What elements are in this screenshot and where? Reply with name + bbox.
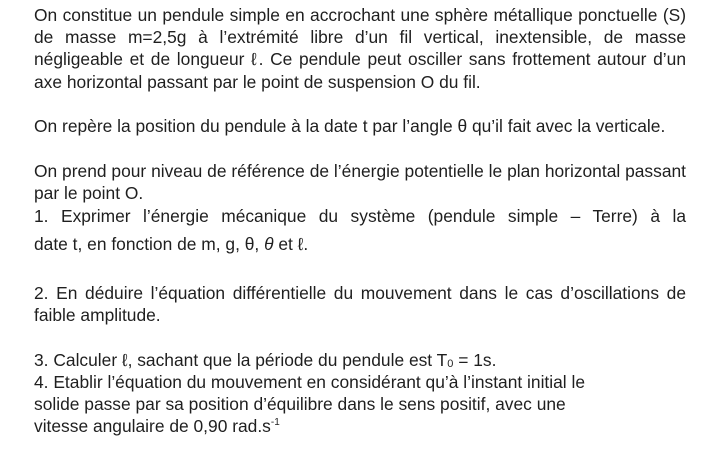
question-1-text: date t, en fonction de m, g, θ,: [34, 234, 265, 254]
paragraph-angle: On repère la position du pendule à la date t par l’angle θ qu’il fait avec la verticale.: [34, 116, 666, 136]
unit-exponent: -1: [270, 417, 280, 428]
question-1-end: et ℓ.: [273, 234, 309, 254]
question-4-line-2: solide passe par sa position d’équilibre dans le sens positif, avec une: [34, 394, 566, 414]
question-2: 2. En déduire l’équation différentielle du mouvement dans le cas d’oscillations de faible amplitude.: [34, 283, 686, 326]
question-4-line-3: [34, 415, 280, 437]
question-1-line-1: 1. Exprimer l’énergie mécanique du système (pendule simple – Terre) à la: [34, 206, 686, 226]
question-1-line-2: [34, 233, 308, 255]
paragraph-intro: On constitue un pendule simple en accrochant une sphère métallique ponctuelle (S) de masse m=2,5g à l’extrémité libre d’un fil vertical, inextensible, de masse négligeable et de longueur ℓ. Ce pendule peut osciller sans frottement autour d’un axe horizontal passant par le point de suspension O du fil.: [34, 5, 686, 92]
paragraph-reference: On prend pour niveau de référence de l’énergie potentielle le plan horizontal passant par le point O.: [34, 161, 686, 204]
question-3-text: 3. Calculer ℓ, sachant que la période du pendule est T: [34, 350, 448, 370]
question-4-text: vitesse angulaire de 0,90 rad.s: [34, 416, 271, 436]
question-4-line-1: 4. Etablir l’équation du mouvement en considérant qu’à l’instant initial le: [34, 372, 586, 392]
period-subscript: 0: [447, 358, 454, 370]
question-3-end: = 1s.: [453, 350, 497, 370]
theta-dot-symbol: θ: [264, 234, 274, 254]
